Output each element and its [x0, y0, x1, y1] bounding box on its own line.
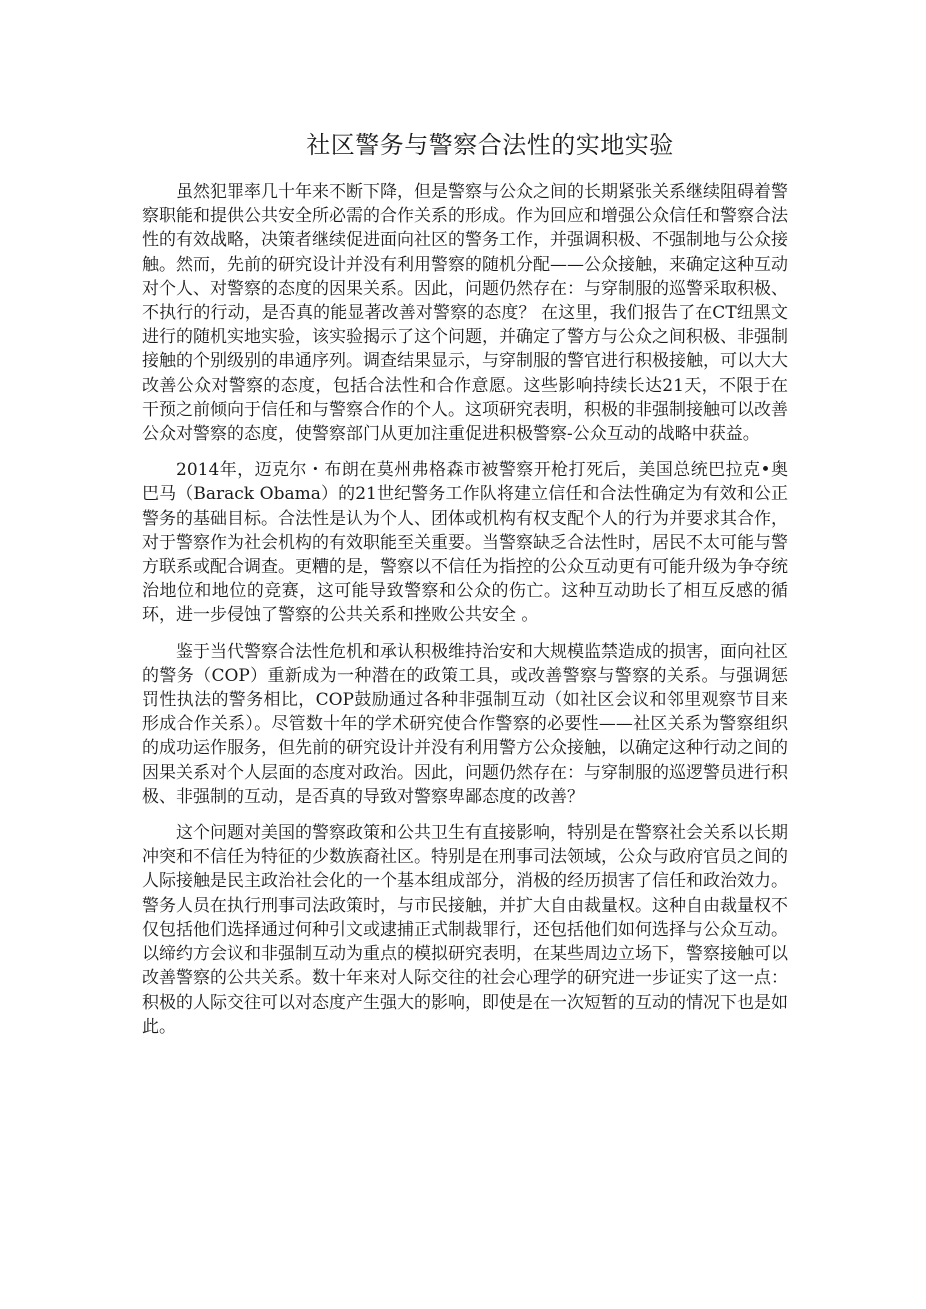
paragraph-implications: 这个问题对美国的警察政策和公共卫生有直接影响，特别是在警察社会关系以长期冲突和不信任为特征的少数族裔社区。特别是在刑事司法领域，公众与政府官员之间的人际接触是民主政治社会化的一个基本组成部分，消极的经历损害了信任和政治效力。警务人员在执行刑事司法政策时，与市民接触，并扩大自由裁量权。这种自由裁量权不仅包括他们选择通过何种引文或逮捕正式制裁罪行，还包括他们如何选择与公众互动。以缔约方会议和非强制互动为重点的模拟研究表明，在某些周边立场下，警察接触可以改善警察的公共关系。数十年来对人际交往的社会心理学的研究进一步证实了这一点：积极的人际交往可以对态度产生强大的影响，即使是在一次短暂的互动的情况下也是如此。 [142, 823, 788, 1037]
paragraph-community-policing: 鉴于当代警察合法性危机和承认积极维持治安和大规模监禁造成的损害，面向社区的警务（COP）重新成为一种潜在的政策工具，或改善警察与警察的关系。与强调惩罚性执法的警务相比，COP鼓励通过各种非强制互动（如社区会议和邻里观察节目来形成合作关系）。尽管数十年的学术研究使合作警察的必要性——社区关系为警察组织的成功运作服务，但先前的研究设计并没有利用警方公众接触，以确定这种行动之间的因果关系对个人层面的态度对政治。因此，问题仍然存在：与穿制服的巡逻警员进行积极、非强制的互动，是否真的导致对警察卑鄙态度的改善？ [142, 641, 788, 807]
document-body [142, 180, 788, 1051]
paragraph-background: 2014年，迈克尔・布朗在莫州弗格森市被警察开枪打死后，美国总统巴拉克•奥巴马（Barack Obama）的21世纪警务工作队将建立信任和合法性确定为有效和公正警务的基础目标。合法性是认为个人、团体或机构有权支配个人的行为并要求其合作，对于警察作为社会机构的有效职能至关重要。当警察缺乏合法性时，居民不太可能与警方联系或配合调查。更糟的是，警察以不信任为指控的公众互动更有可能升级为争夺统治地位和地位的竞赛，这可能导致警察和公众的伤亡。这种互动助长了相互反感的循环，进一步侵蚀了警察的公共关系和挫败公共安全 。 [142, 460, 788, 626]
paragraph-abstract: 虽然犯罪率几十年来不断下降，但是警察与公众之间的长期紧张关系继续阻碍着警察职能和提供公共安全所必需的合作关系的形成。作为回应和增强公众信任和警察合法性的有效战略，决策者继续促进面向社区的警务工作，并强调积极、不强制地与公众接触。然而，先前的研究设计并没有利用警察的随机分配——公众接触，来确定这种互动对个人、对警察的态度的因果关系。因此，问题仍然存在：与穿制服的巡警采取积极、不执行的行动，是否真的能显著改善对警察的态度？ 在这里，我们报告了在CT纽黑文进行的随机实地实验，该实验揭示了这个问题，并确定了警方与公众之间积极、非强制接触的个别级别的串通序列。调查结果显示，与穿制服的警官进行积极接触，可以大大改善公众对警察的态度，包括合法性和合作意愿。这些影响持续长达21天，不限于在干预之前倾向于信任和与警察合作的个人。这项研究表明，积极的非强制接触可以改善公众对警察的态度，使警察部门从更加注重促进积极警察-公众互动的战略中获益。 [142, 182, 788, 445]
document-title: 社区警务与警察合法性的实地实验 [306, 131, 674, 159]
